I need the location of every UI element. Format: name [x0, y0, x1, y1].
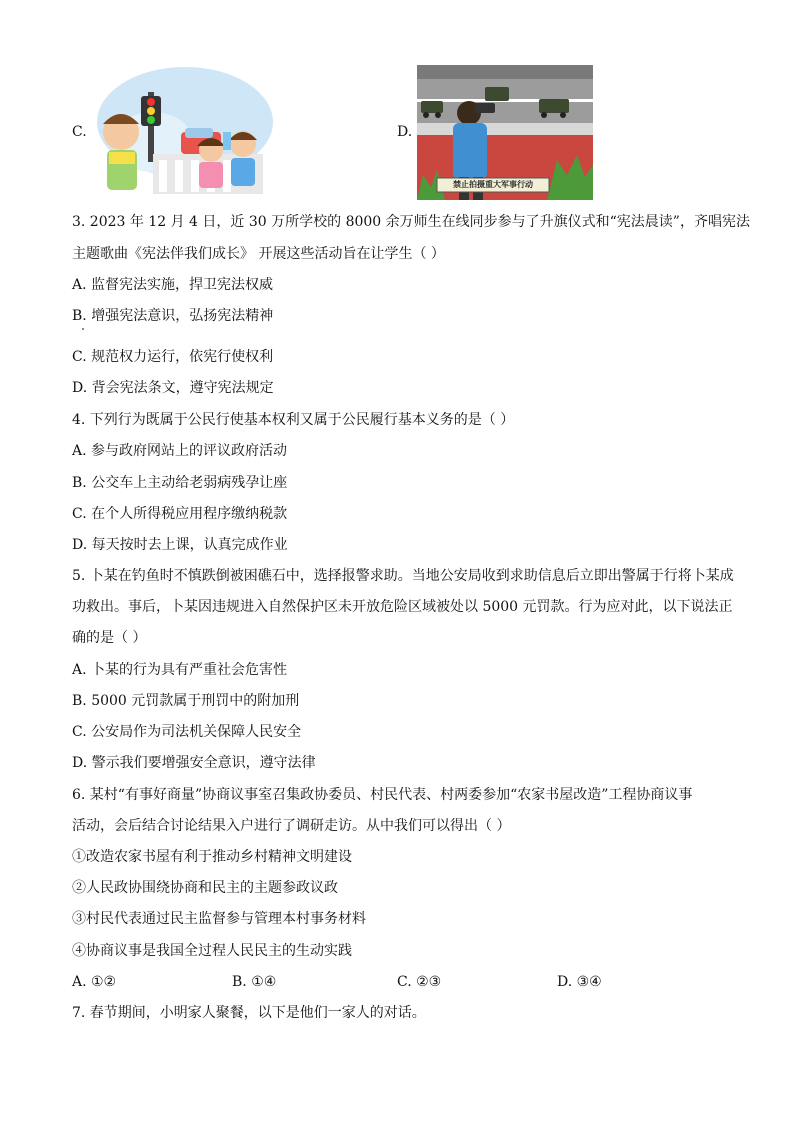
q6-stem-line1: 6. 某村“有事好商量”协商议事室召集政协委员、村民代表、村两委参加“农家书屋改造”工程协商议事 [72, 787, 693, 803]
q5-option-d[interactable]: D. 警示我们要增强安全意识，遵守法律 [72, 755, 316, 771]
q6-item-4: ④协商议事是我国全过程人民民主的生动实践 [72, 943, 352, 959]
q6-item-3: ③村民代表通过民主监督参与管理本村事务材料 [72, 911, 366, 927]
q5-stem-line3: 确的是（ ） [72, 630, 147, 646]
q4-option-d[interactable]: D. 每天按时去上课，认真完成作业 [72, 537, 288, 553]
q6-option-b[interactable]: B. ①④ [232, 974, 277, 990]
traffic-crossing-illustration [93, 62, 278, 200]
q4-option-b[interactable]: B. 公交车上主动给老弱病残孕让座 [72, 475, 288, 491]
q6-item-1: ①改造农家书屋有利于推动乡村精神文明建设 [72, 849, 352, 865]
stray-dot [82, 328, 84, 330]
q3-option-b[interactable]: B. 增强宪法意识，弘扬宪法精神 [72, 308, 274, 324]
q3-stem-line1: 3. 2023 年 12 月 4 日，近 30 万所学校的 8000 余万师生在线同步参与了升旗仪式和“宪法晨读”，齐唱宪法 [72, 214, 750, 230]
q3-stem-line2: 主题歌曲《宪法伴我们成长》 开展这些活动旨在让学生（ ） [72, 246, 445, 262]
q5-option-c[interactable]: C. 公安局作为司法机关保障人民安全 [72, 724, 302, 740]
option-c-label: C. [72, 124, 87, 140]
q7-stem-line1: 7. 春节期间，小明家人聚餐，以下是他们一家人的对话。 [72, 1005, 426, 1021]
traffic-crossing-svg [93, 62, 278, 200]
q6-option-c[interactable]: C. ②③ [397, 974, 442, 990]
q5-stem-line2: 功救出。事后，卜某因违规进入自然保护区未开放危险区域被处以 5000 元罚款。行为应对此，以下说法正 [72, 599, 733, 615]
q3-option-a[interactable]: A. 监督宪法实施，捍卫宪法权威 [72, 277, 274, 293]
q3-option-d[interactable]: D. 背会宪法条文，遵守宪法规定 [72, 380, 274, 396]
q5-option-a[interactable]: A. 卜某的行为具有严重社会危害性 [72, 662, 288, 678]
q3-option-c[interactable]: C. 规范权力运行，依宪行使权利 [72, 349, 274, 365]
q4-option-c[interactable]: C. 在个人所得税应用程序缴纳税款 [72, 506, 288, 522]
military-photo-illustration [417, 65, 593, 200]
q5-option-b[interactable]: B. 5000 元罚款属于刑罚中的附加刑 [72, 693, 300, 709]
q6-stem-line2: 活动，会后结合讨论结果入户进行了调研走访。从中我们可以得出（ ） [72, 818, 511, 834]
q4-stem-line1: 4. 下列行为既属于公民行使基本权利又属于公民履行基本义务的是（ ） [72, 412, 515, 428]
q6-item-2: ②人民政协围绕协商和民主的主题参政议政 [72, 880, 338, 896]
q5-stem-line1: 5. 卜某在钓鱼时不慎跌倒被困礁石中，选择报警求助。当地公安局收到求助信息后立即出警属于行将卜某成 [72, 568, 734, 584]
q4-option-a[interactable]: A. 参与政府网站上的评议政府活动 [72, 443, 288, 459]
q6-option-a[interactable]: A. ①② [72, 974, 117, 990]
option-d-label: D. [397, 124, 413, 140]
photo-sign-text: 禁止拍摄重大军事行动 [453, 180, 533, 189]
q6-option-d[interactable]: D. ③④ [557, 974, 602, 990]
